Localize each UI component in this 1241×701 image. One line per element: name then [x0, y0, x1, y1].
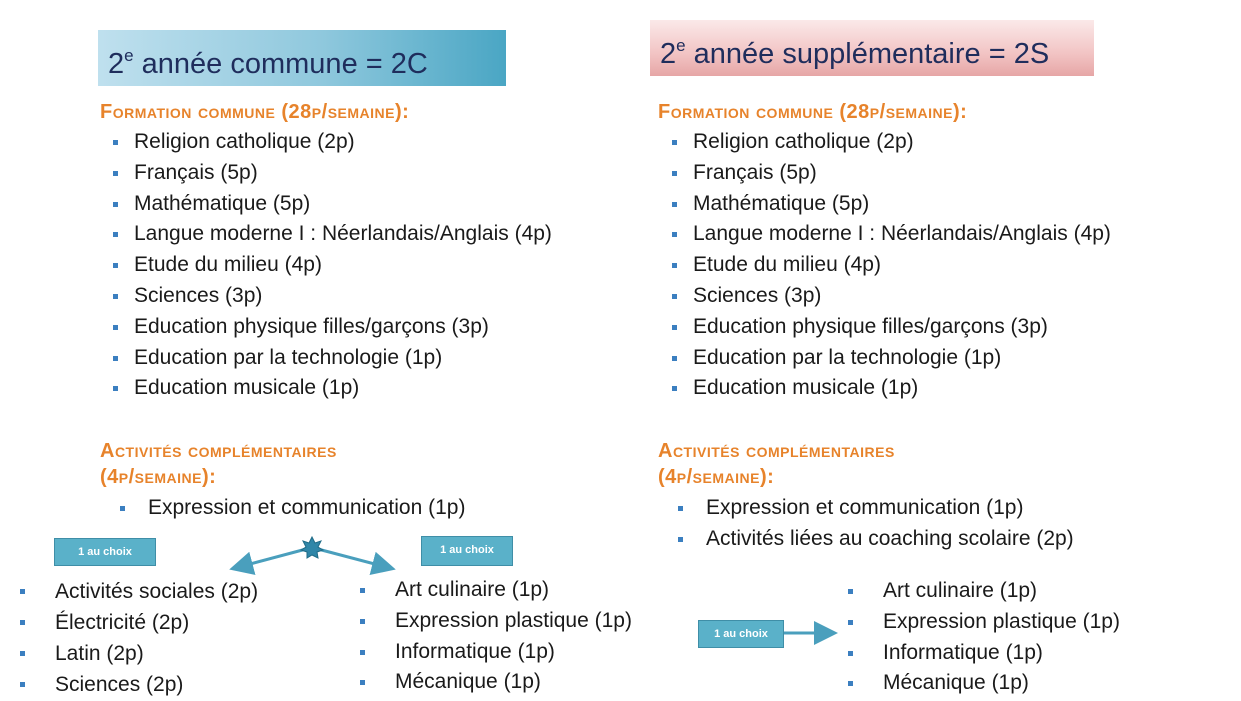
list-item-label: Langue moderne I : Néerlandais/Anglais (4p): [693, 222, 1111, 246]
list-item-label: Informatique (1p): [883, 640, 1043, 664]
list-item-label: Mécanique (1p): [395, 670, 541, 694]
list-item-label: Expression et communication (1p): [706, 496, 1024, 519]
choice-box-2c-b: 1 au choix: [421, 536, 513, 566]
list-item-label: Art culinaire (1p): [883, 579, 1038, 602]
list-item-label: Mathématique (5p): [134, 191, 311, 215]
activites-header-2c-line1: Activités complémentaires: [100, 440, 337, 462]
list-item-label: Education musicale (1p): [693, 376, 919, 400]
list-item-label: Etude du milieu (4p): [134, 253, 322, 277]
list-item-label: Mécanique (1p): [883, 671, 1029, 695]
title-2s-number: 2: [660, 38, 677, 70]
list-item-label: Education par la technologie (1p): [134, 345, 443, 369]
formation-header-2c: Formation commune (28p/semaine):: [100, 101, 410, 123]
choice-box-2s: 1 au choix: [698, 620, 784, 648]
list-item-label: Education physique filles/garçons (3p): [134, 314, 489, 338]
title-2c-sup: e: [124, 46, 134, 65]
list-item-label: Education physique filles/garçons (3p): [693, 314, 1048, 338]
formation-header-2s: Formation commune (28p/semaine):: [658, 101, 968, 123]
list-item-label: Français (5p): [134, 160, 258, 184]
activites-header-2c-line2: (4p/semaine):: [100, 466, 217, 488]
list-item-label: Activités sociales (2p): [55, 580, 259, 603]
arrow-left-icon: [235, 548, 310, 568]
activites-header-2s-line2: (4p/semaine):: [658, 466, 775, 488]
list-item-label: Sciences (2p): [55, 673, 184, 696]
title-2c-number: 2: [108, 48, 125, 80]
list-item-label: Etude du milieu (4p): [693, 253, 881, 277]
list-item-label: Sciences (3p): [134, 283, 263, 307]
list-item-label: Expression plastique (1p): [395, 608, 632, 632]
title-2s-text: année supplémentaire = 2S: [685, 38, 1050, 70]
list-item-label: Art culinaire (1p): [395, 578, 550, 601]
list-item-label: Education musicale (1p): [134, 376, 360, 400]
arrow-right-icon: [314, 548, 390, 568]
list-item-label: Langue moderne I : Néerlandais/Anglais (4p): [134, 222, 552, 246]
list-item-label: Mathématique (5p): [693, 191, 870, 215]
choice-box-2c-a: 1 au choix: [54, 538, 156, 566]
list-item-label: Latin (2p): [55, 642, 144, 665]
list-item-label: Expression et communication (1p): [148, 496, 466, 519]
list-item-label: Français (5p): [693, 160, 817, 184]
list-item-label: Activités liées au coaching scolaire (2p): [706, 526, 1074, 550]
list-item-label: Électricité (2p): [55, 611, 190, 634]
title-2s-sup: e: [676, 36, 686, 55]
list-item-label: Religion catholique (2p): [693, 130, 914, 153]
activites-header-2s-line1: Activités complémentaires: [658, 440, 895, 462]
list-item-label: Education par la technologie (1p): [693, 345, 1002, 369]
list-item-label: Religion catholique (2p): [134, 130, 355, 153]
star-burst-icon: [301, 537, 323, 558]
list-item-label: Sciences (3p): [693, 283, 822, 307]
list-item-label: Expression plastique (1p): [883, 609, 1120, 633]
list-item-label: Informatique (1p): [395, 639, 555, 663]
title-2c-text: année commune = 2C: [133, 48, 428, 80]
